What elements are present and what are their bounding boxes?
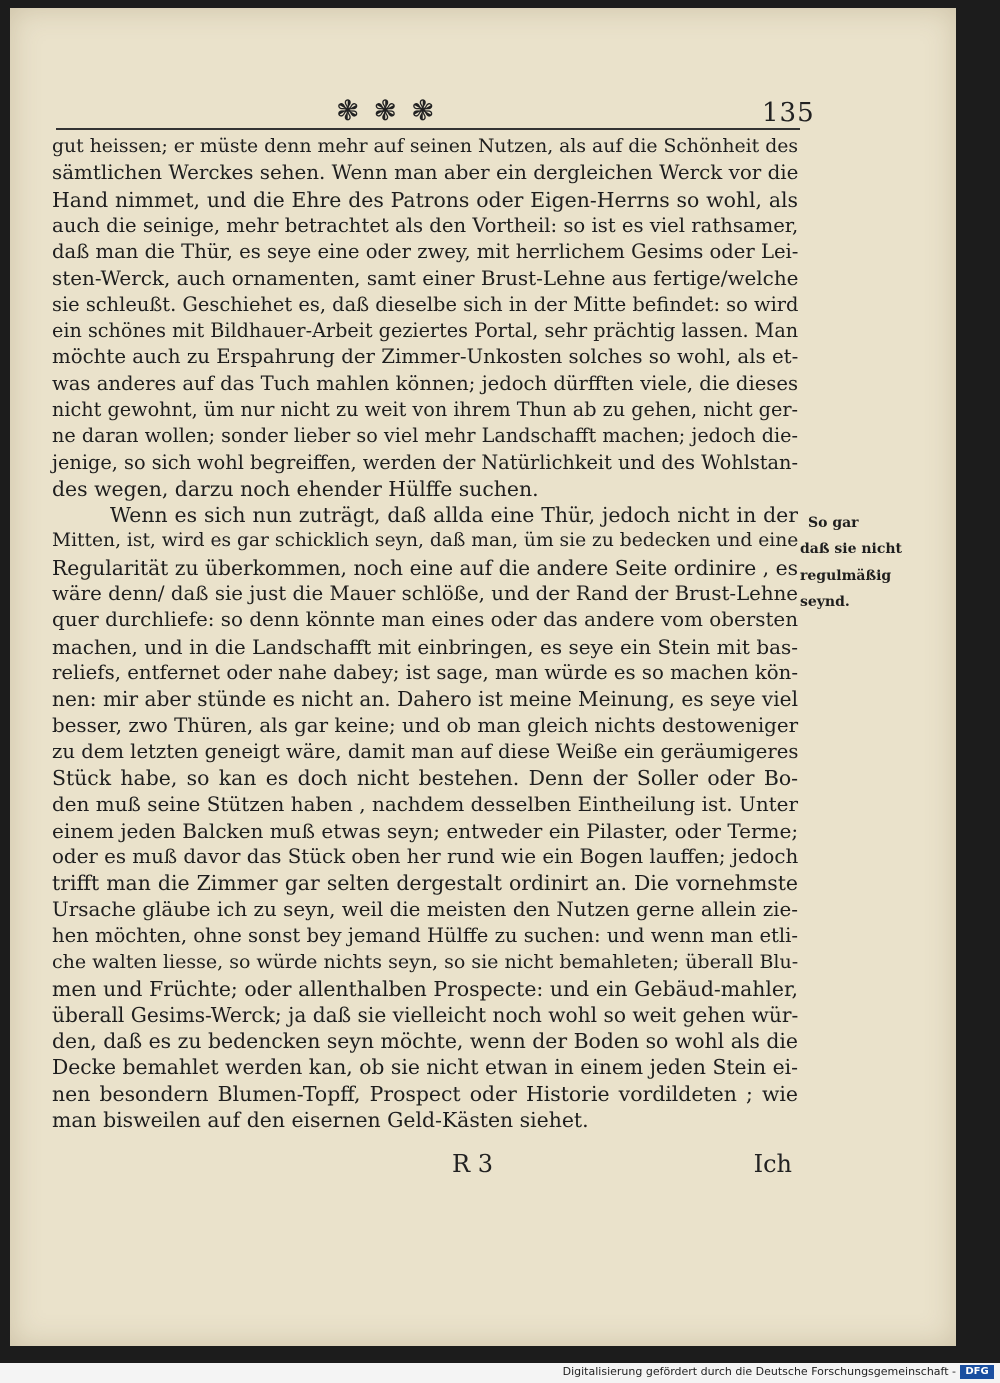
text-line: Stück habe, so kan es doch nicht bestehen. Denn der Soller oder Bo- xyxy=(52,766,798,791)
text-line: nen besondern Blumen-Topff, Prospect oder Historie vordildeten ; wie xyxy=(52,1081,798,1106)
text-line: nen: mir aber stünde es nicht an. Dahero ist meine Meinung, es seye viel xyxy=(52,687,798,712)
text-line: jenige, so sich wohl begreiffen, werden der Natürlichkeit und des Wohlstan- xyxy=(52,450,798,474)
text-line: besser, zwo Thüren, als gar keine; und ob man gleich nichts destoweniger xyxy=(52,713,799,737)
text-line: des wegen, darzu noch ehender Hülffe suchen. xyxy=(52,476,539,501)
header-ornaments xyxy=(336,96,496,126)
header-rule xyxy=(56,128,800,130)
text-line: sten-Werck, auch ornamenten, samt einer Brust-Lehne aus fertige/welche xyxy=(52,266,799,291)
text-line: sämtlichen Werckes sehen. Wenn man aber ein dergleichen Werck vor die xyxy=(52,161,799,185)
text-line: Ursache gläube ich zu seyn, weil die meisten den Nutzen gerne allein zie- xyxy=(52,897,798,921)
marginal-line: seynd. xyxy=(800,593,850,610)
text-line: reliefs, entfernet oder nahe dabey; ist sage, man würde es so machen kön- xyxy=(52,660,798,684)
text-line: machen, und in die Landschafft mit einbringen, es seye ein Stein mit bas- xyxy=(52,634,798,659)
text-line: einem jeden Balcken muß etwas seyn; entweder ein Pilaster, oder Terme; xyxy=(52,818,799,843)
text-line: möchte auch zu Erspahrung der Zimmer-Unkosten solches so wohl, als et- xyxy=(52,345,799,369)
marginal-note xyxy=(800,510,903,615)
ornament-icon: ❃ xyxy=(373,94,397,127)
text-line: oder es muß davor das Stück oben her rund wie ein Bogen lauffen; jedoch xyxy=(52,845,799,869)
text-line: wäre denn/ daß sie just die Mauer schlöße, und der Rand der Brust-Lehne xyxy=(52,582,798,606)
text-line: che walten liesse, so würde nichts seyn, so sie nicht bemahleten; überall Blu- xyxy=(52,951,799,974)
text-line: den, daß es zu bedencken seyn möchte, wenn der Boden so wohl als die xyxy=(52,1029,798,1054)
funding-notice: Digitalisierung gefördert durch die Deutsche Forschungsgemeinschaft - xyxy=(562,1365,956,1378)
text-line: daß man die Thür, es seye eine oder zwey, mit herrlichem Gesims oder Lei- xyxy=(52,240,799,264)
text-line: Hand nimmet, und die Ehre des Patrons oder Eigen-Herrns so wohl, als xyxy=(52,187,798,212)
signature-mark: R 3 xyxy=(452,1150,493,1178)
text-line: hen möchten, ohne sonst bey jemand Hülffe zu suchen: und wenn man etli- xyxy=(52,923,798,947)
text-line: men und Früchte; oder allenthalben Prospecte: und ein Gebäud-mahler, xyxy=(52,976,798,1001)
page-number: 135 xyxy=(762,98,815,128)
marginal-line: So gar xyxy=(808,515,859,531)
marginal-line: regulmäßig xyxy=(800,567,892,584)
text-line: gut heissen; er müste denn mehr auf seinen Nutzen, als auf die Schönheit des xyxy=(52,136,798,157)
text-line: Decke bemahlet werden kan, ob sie nicht etwan in einem jeden Stein ei- xyxy=(52,1055,798,1080)
text-line: sie schleußt. Geschiehet es, daß dieselbe sich in der Mitte befindet: so wird xyxy=(52,292,799,316)
ornament-icon: ❃ xyxy=(410,94,435,127)
body-text xyxy=(52,134,798,1133)
text-line: zu dem letzten geneigt wäre, damit man auf diese Weiße ein geräumigeres xyxy=(52,739,799,763)
text-line: ein schönes mit Bildhauer-Arbeit geziertes Portal, sehr prächtig lassen. Man xyxy=(52,319,799,343)
text-line: quer durchliefe: so denn könnte man eines oder das andere vom obersten xyxy=(52,608,798,632)
text-line: was anderes auf das Tuch mahlen können; jedoch dürfften viele, die dieses xyxy=(52,371,798,395)
text-line: trifft man die Zimmer gar selten dergestalt ordinirt an. Die vornehmste xyxy=(52,871,798,896)
page-footer xyxy=(52,1150,798,1184)
text-line: überall Gesims-Werck; ja daß sie vielleicht noch wohl so weit gehen wür- xyxy=(52,1002,799,1027)
text-line: Wenn es sich nun zuträgt, daß allda eine Thür, jedoch nicht in der xyxy=(110,503,798,528)
text-line: man bisweilen auf den eisernen Geld-Kästen siehet. xyxy=(52,1107,589,1132)
text-line: nicht gewohnt, üm nur nicht zu weit von ihrem Thun ab zu gehen, nicht ger- xyxy=(52,397,798,421)
dfg-logo: DFG xyxy=(960,1365,994,1379)
text-line: den muß seine Stützen haben , nachdem desselben Eintheilung ist. Unter xyxy=(52,792,798,817)
catchword: Ich xyxy=(753,1150,792,1178)
ornament-icon: ❃ xyxy=(336,94,360,127)
text-line: Regularität zu überkommen, noch eine auf die andere Seite ordinire , es xyxy=(52,555,798,580)
text-line: ne daran wollen; sonder lieber so viel mehr Landschafft machen; jedoch die- xyxy=(52,424,798,448)
text-line: Mitten, ist, wird es gar schicklich seyn, daß man, üm sie zu bedecken und eine xyxy=(52,530,799,552)
marginal-line: daß sie nicht xyxy=(800,541,903,558)
text-line: auch die seinige, mehr betrachtet als den Vortheil: so ist es viel rathsamer, xyxy=(52,213,799,237)
